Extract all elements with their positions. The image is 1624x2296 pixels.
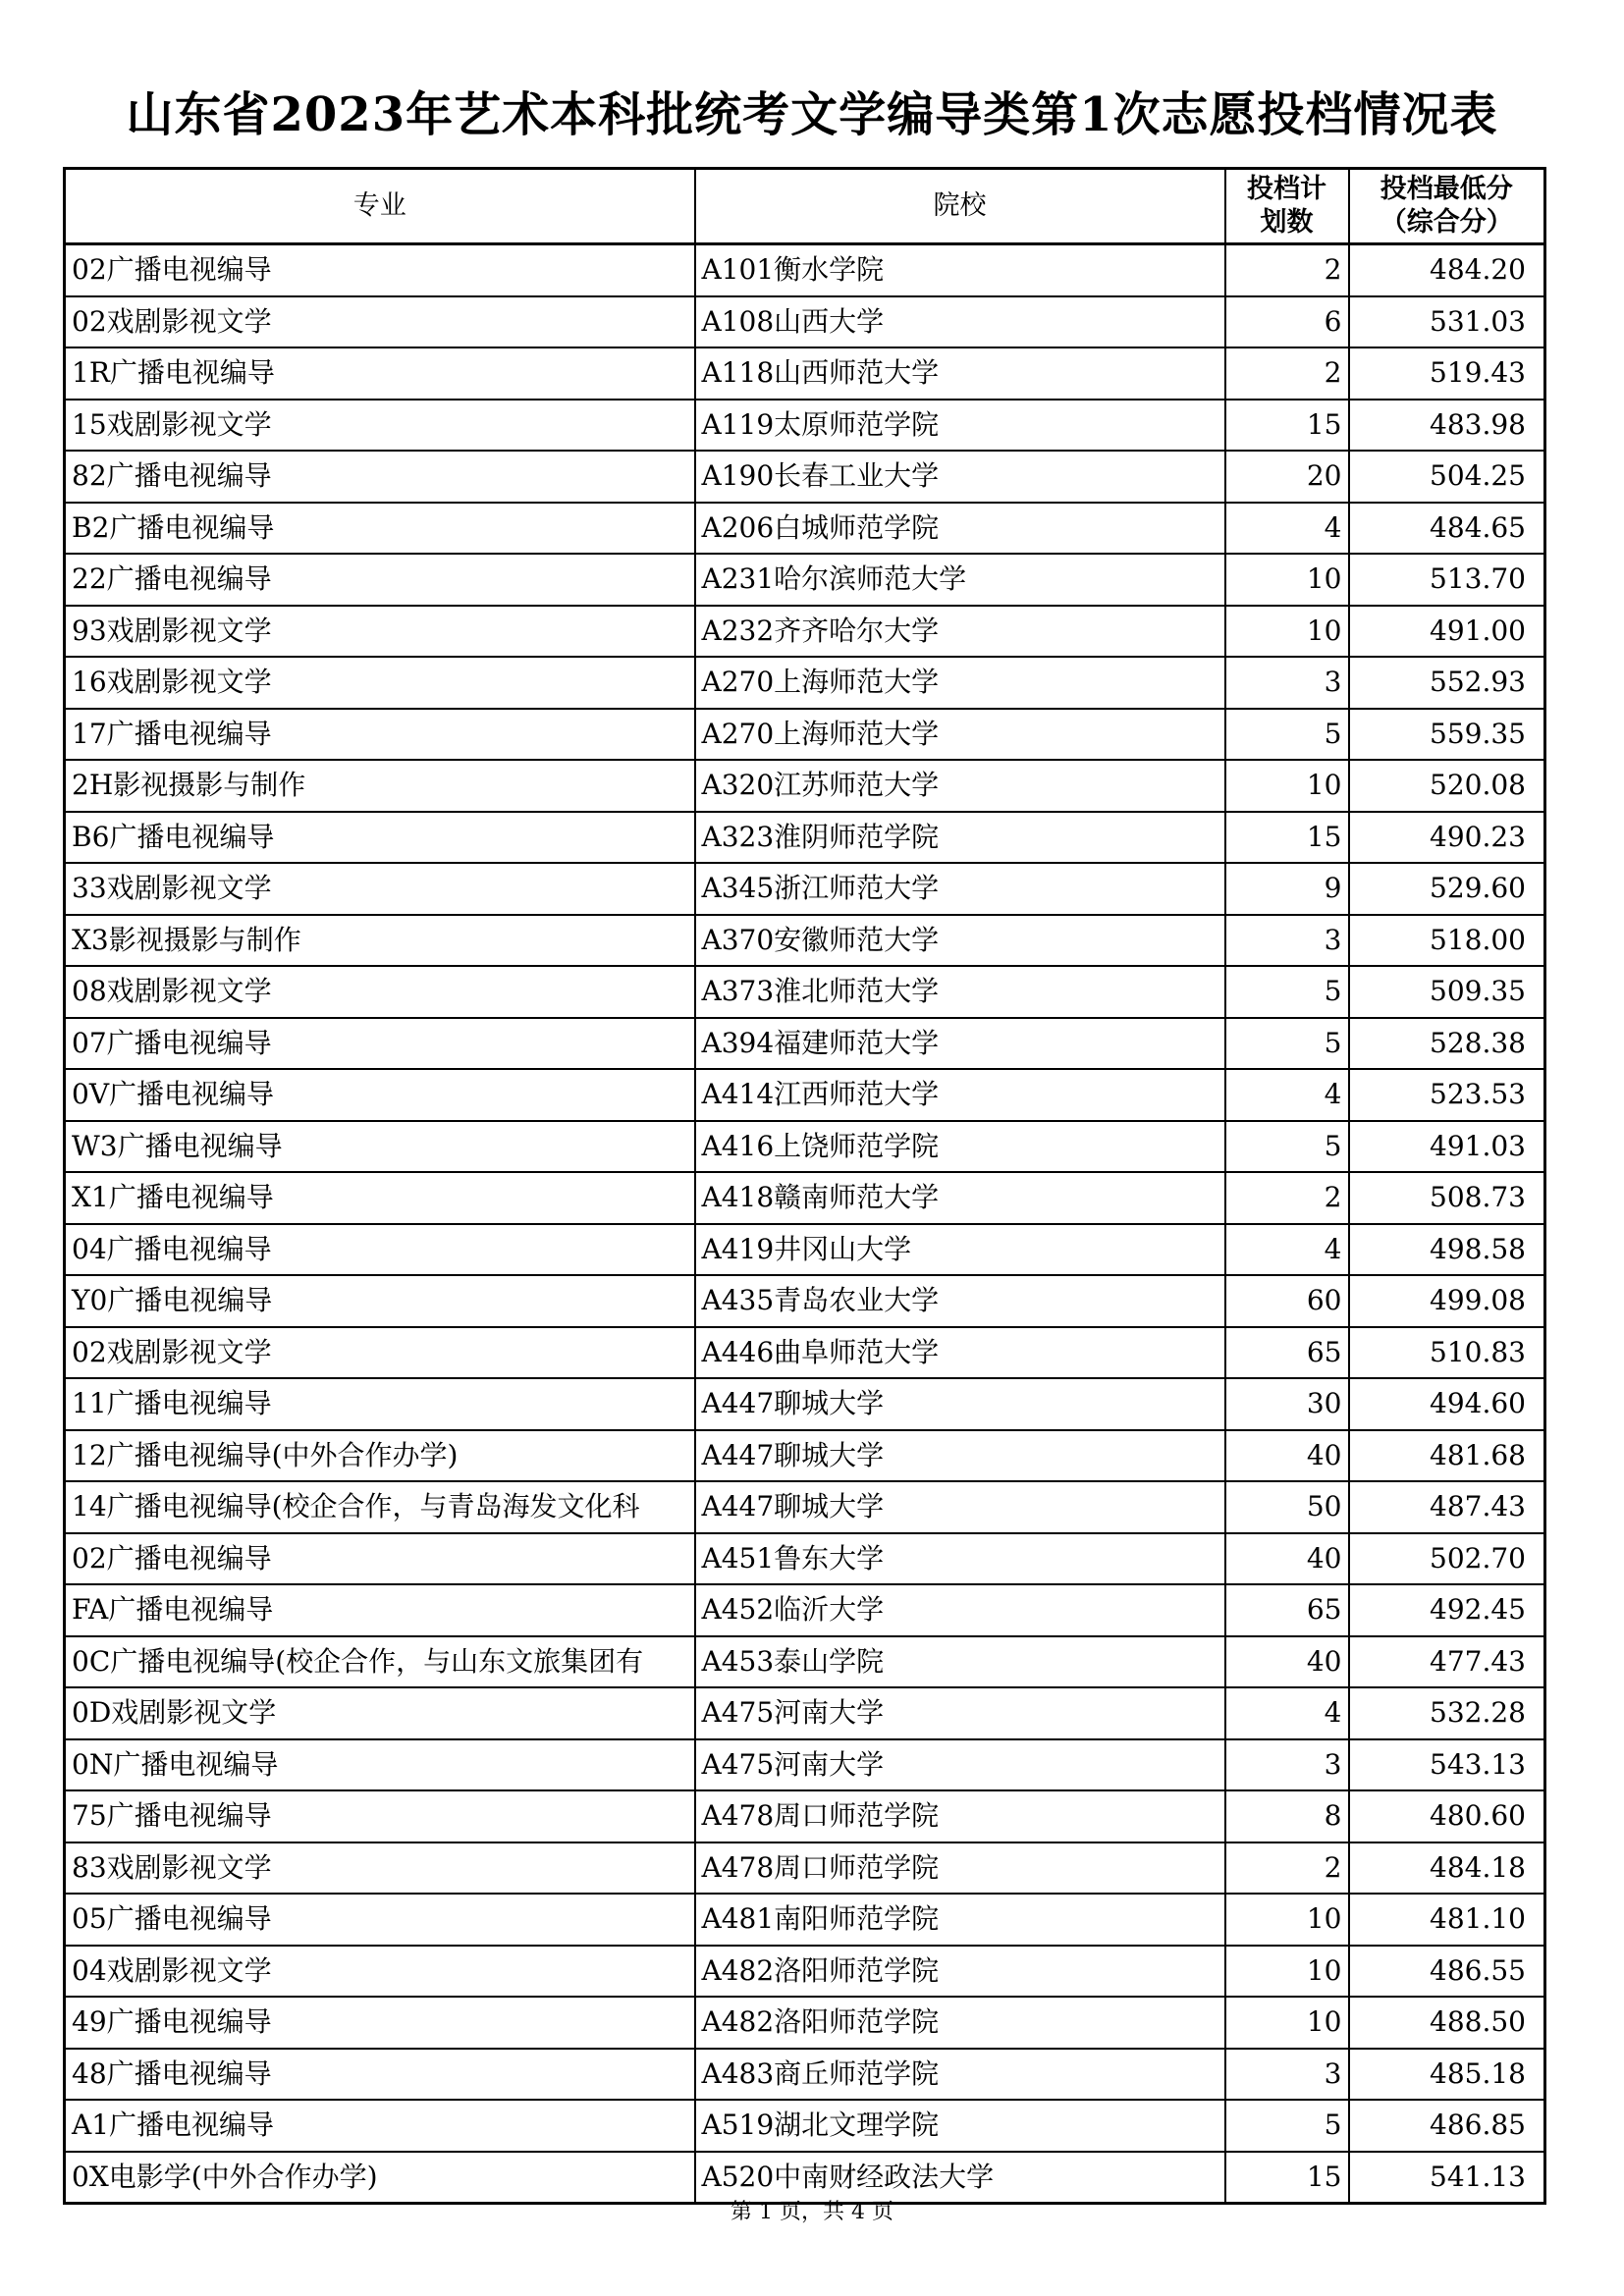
header-major: 专业: [65, 169, 695, 244]
major-cell: 82广播电视编导: [65, 451, 695, 503]
header-school: 院校: [695, 169, 1225, 244]
major-cell: Y0广播电视编导: [65, 1275, 695, 1327]
school-cell: A475河南大学: [695, 1687, 1225, 1739]
table-row: [65, 1997, 1545, 2049]
table-row: [65, 1224, 1545, 1276]
major-cell: 49广播电视编导: [65, 1997, 695, 2049]
plan-count-cell: 40: [1225, 1430, 1349, 1482]
major-cell: 04戏剧影视文学: [65, 1946, 695, 1998]
min-score-cell: 484.18: [1349, 1842, 1545, 1895]
table-row: [65, 1584, 1545, 1636]
table-header-row: [65, 169, 1545, 244]
min-score-cell: 498.58: [1349, 1224, 1545, 1276]
plan-count-cell: 40: [1225, 1636, 1349, 1688]
major-cell: B2广播电视编导: [65, 503, 695, 555]
min-score-cell: 552.93: [1349, 657, 1545, 709]
school-cell: A231哈尔滨师范大学: [695, 554, 1225, 606]
major-cell: 0X电影学(中外合作办学): [65, 2152, 695, 2204]
table-row: [65, 1739, 1545, 1791]
school-cell: A447聊城大学: [695, 1481, 1225, 1533]
min-score-cell: 523.53: [1349, 1069, 1545, 1121]
table-row: [65, 1842, 1545, 1895]
table-row: [65, 606, 1545, 658]
school-cell: A394福建师范大学: [695, 1018, 1225, 1070]
major-cell: 2H影视摄影与制作: [65, 760, 695, 812]
school-cell: A373淮北师范大学: [695, 966, 1225, 1018]
plan-count-cell: 65: [1225, 1584, 1349, 1636]
table-row: [65, 2049, 1545, 2101]
min-score-cell: 488.50: [1349, 1997, 1545, 2049]
min-score-cell: 480.60: [1349, 1790, 1545, 1842]
min-score-cell: 502.70: [1349, 1533, 1545, 1585]
school-cell: A206白城师范学院: [695, 503, 1225, 555]
school-cell: A190长春工业大学: [695, 451, 1225, 503]
min-score-cell: 494.60: [1349, 1378, 1545, 1430]
school-cell: A478周口师范学院: [695, 1790, 1225, 1842]
plan-count-cell: 15: [1225, 812, 1349, 864]
min-score-cell: 529.60: [1349, 863, 1545, 915]
plan-count-cell: 4: [1225, 1687, 1349, 1739]
min-score-cell: 487.43: [1349, 1481, 1545, 1533]
major-cell: 17广播电视编导: [65, 709, 695, 761]
school-cell: A419井冈山大学: [695, 1224, 1225, 1276]
major-cell: 11广播电视编导: [65, 1378, 695, 1430]
school-cell: A101衡水学院: [695, 244, 1225, 296]
min-score-cell: 532.28: [1349, 1687, 1545, 1739]
school-cell: A108山西大学: [695, 296, 1225, 348]
major-cell: 15戏剧影视文学: [65, 400, 695, 452]
min-score-cell: 491.03: [1349, 1121, 1545, 1173]
table-row: [65, 1430, 1545, 1482]
school-cell: A451鲁东大学: [695, 1533, 1225, 1585]
table-body: [65, 244, 1545, 2204]
plan-count-cell: 3: [1225, 2049, 1349, 2101]
school-cell: A345浙江师范大学: [695, 863, 1225, 915]
table-row: [65, 1069, 1545, 1121]
plan-count-cell: 10: [1225, 554, 1349, 606]
table-row: [65, 1946, 1545, 1998]
min-score-cell: 481.68: [1349, 1430, 1545, 1482]
school-cell: A478周口师范学院: [695, 1842, 1225, 1895]
table-row: [65, 451, 1545, 503]
school-cell: A414江西师范大学: [695, 1069, 1225, 1121]
school-cell: A232齐齐哈尔大学: [695, 606, 1225, 658]
major-cell: 02广播电视编导: [65, 244, 695, 296]
school-cell: A370安徽师范大学: [695, 915, 1225, 967]
school-cell: A119太原师范学院: [695, 400, 1225, 452]
table-row: [65, 1533, 1545, 1585]
page-footer: 第 1 页，共 4 页: [731, 2200, 893, 2224]
plan-count-cell: 10: [1225, 1946, 1349, 1998]
major-cell: FA广播电视编导: [65, 1584, 695, 1636]
school-cell: A519湖北文理学院: [695, 2100, 1225, 2152]
major-cell: X1广播电视编导: [65, 1172, 695, 1224]
plan-count-cell: 3: [1225, 915, 1349, 967]
plan-count-cell: 4: [1225, 1224, 1349, 1276]
table-row: [65, 966, 1545, 1018]
major-cell: W3广播电视编导: [65, 1121, 695, 1173]
plan-count-cell: 3: [1225, 657, 1349, 709]
min-score-cell: 518.00: [1349, 915, 1545, 967]
major-cell: 0N广播电视编导: [65, 1739, 695, 1791]
school-cell: A482洛阳师范学院: [695, 1946, 1225, 1998]
min-score-cell: 486.85: [1349, 2100, 1545, 2152]
plan-count-cell: 10: [1225, 1894, 1349, 1946]
min-score-cell: 520.08: [1349, 760, 1545, 812]
major-cell: 16戏剧影视文学: [65, 657, 695, 709]
plan-count-cell: 60: [1225, 1275, 1349, 1327]
school-cell: A482洛阳师范学院: [695, 1997, 1225, 2049]
school-cell: A416上饶师范学院: [695, 1121, 1225, 1173]
school-cell: A453泰山学院: [695, 1636, 1225, 1688]
major-cell: 48广播电视编导: [65, 2049, 695, 2101]
table-row: [65, 244, 1545, 296]
plan-count-cell: 5: [1225, 1018, 1349, 1070]
major-cell: 1R广播电视编导: [65, 347, 695, 400]
table-row: [65, 915, 1545, 967]
major-cell: 04广播电视编导: [65, 1224, 695, 1276]
table-row: [65, 1894, 1545, 1946]
plan-count-cell: 6: [1225, 296, 1349, 348]
header-score-line1: 投档最低分: [1380, 174, 1513, 204]
major-cell: 0V广播电视编导: [65, 1069, 695, 1121]
school-cell: A118山西师范大学: [695, 347, 1225, 400]
min-score-cell: 510.83: [1349, 1327, 1545, 1379]
major-cell: 75广播电视编导: [65, 1790, 695, 1842]
table-row: [65, 2100, 1545, 2152]
table-row: [65, 657, 1545, 709]
major-cell: 93戏剧影视文学: [65, 606, 695, 658]
plan-count-cell: 4: [1225, 503, 1349, 555]
page-title: 山东省2023年艺术本科批统考文学编导类第1次志愿投档情况表: [126, 87, 1498, 142]
min-score-cell: 483.98: [1349, 400, 1545, 452]
plan-count-cell: 10: [1225, 1997, 1349, 2049]
plan-count-cell: 15: [1225, 400, 1349, 452]
plan-count-cell: 5: [1225, 1121, 1349, 1173]
table-row: [65, 863, 1545, 915]
major-cell: 12广播电视编导(中外合作办学): [65, 1430, 695, 1482]
header-plan: [1225, 169, 1349, 244]
plan-count-cell: 30: [1225, 1378, 1349, 1430]
plan-count-cell: 40: [1225, 1533, 1349, 1585]
min-score-cell: 492.45: [1349, 1584, 1545, 1636]
school-cell: A475河南大学: [695, 1739, 1225, 1791]
major-cell: X3影视摄影与制作: [65, 915, 695, 967]
school-cell: A435青岛农业大学: [695, 1275, 1225, 1327]
plan-count-cell: 2: [1225, 1842, 1349, 1895]
plan-count-cell: 50: [1225, 1481, 1349, 1533]
school-cell: A270上海师范大学: [695, 709, 1225, 761]
major-cell: 02戏剧影视文学: [65, 296, 695, 348]
table-row: [65, 1378, 1545, 1430]
table-row: [65, 1121, 1545, 1173]
min-score-cell: 508.73: [1349, 1172, 1545, 1224]
school-cell: A520中南财经政法大学: [695, 2152, 1225, 2204]
major-cell: 05广播电视编导: [65, 1894, 695, 1946]
school-cell: A452临沂大学: [695, 1584, 1225, 1636]
plan-count-cell: 5: [1225, 966, 1349, 1018]
table-row: [65, 760, 1545, 812]
table-row: [65, 400, 1545, 452]
min-score-cell: 484.20: [1349, 244, 1545, 296]
plan-count-cell: 4: [1225, 1069, 1349, 1121]
school-cell: A483商丘师范学院: [695, 2049, 1225, 2101]
school-cell: A320江苏师范大学: [695, 760, 1225, 812]
plan-count-cell: 65: [1225, 1327, 1349, 1379]
table-row: [65, 1172, 1545, 1224]
major-cell: 83戏剧影视文学: [65, 1842, 695, 1895]
school-cell: A447聊城大学: [695, 1430, 1225, 1482]
major-cell: 08戏剧影视文学: [65, 966, 695, 1018]
min-score-cell: 504.25: [1349, 451, 1545, 503]
header-plan-line2: 划数: [1260, 207, 1314, 238]
major-cell: B6广播电视编导: [65, 812, 695, 864]
major-cell: 14广播电视编导(校企合作，与青岛海发文化科: [65, 1481, 695, 1533]
major-cell: 33戏剧影视文学: [65, 863, 695, 915]
min-score-cell: 499.08: [1349, 1275, 1545, 1327]
table-row: [65, 812, 1545, 864]
plan-count-cell: 15: [1225, 2152, 1349, 2204]
table-row: [65, 296, 1545, 348]
major-cell: 02广播电视编导: [65, 1533, 695, 1585]
admission-table: [63, 167, 1546, 2205]
plan-count-cell: 20: [1225, 451, 1349, 503]
min-score-cell: 477.43: [1349, 1636, 1545, 1688]
min-score-cell: 509.35: [1349, 966, 1545, 1018]
table-row: [65, 1275, 1545, 1327]
min-score-cell: 559.35: [1349, 709, 1545, 761]
major-cell: 02戏剧影视文学: [65, 1327, 695, 1379]
header-score: [1349, 169, 1545, 244]
plan-count-cell: 2: [1225, 347, 1349, 400]
table-row: [65, 347, 1545, 400]
table-row: [65, 1018, 1545, 1070]
header-score-line2: （综合分）: [1380, 207, 1513, 238]
plan-count-cell: 2: [1225, 244, 1349, 296]
table-row: [65, 1636, 1545, 1688]
school-cell: A418赣南师范大学: [695, 1172, 1225, 1224]
min-score-cell: 528.38: [1349, 1018, 1545, 1070]
min-score-cell: 490.23: [1349, 812, 1545, 864]
plan-count-cell: 5: [1225, 709, 1349, 761]
min-score-cell: 484.65: [1349, 503, 1545, 555]
plan-count-cell: 10: [1225, 606, 1349, 658]
table-row: [65, 709, 1545, 761]
table-row: [65, 1327, 1545, 1379]
table-row: [65, 1481, 1545, 1533]
plan-count-cell: 2: [1225, 1172, 1349, 1224]
table-row: [65, 554, 1545, 606]
min-score-cell: 513.70: [1349, 554, 1545, 606]
school-cell: A323淮阴师范学院: [695, 812, 1225, 864]
major-cell: A1广播电视编导: [65, 2100, 695, 2152]
major-cell: 0D戏剧影视文学: [65, 1687, 695, 1739]
major-cell: 07广播电视编导: [65, 1018, 695, 1070]
plan-count-cell: 9: [1225, 863, 1349, 915]
plan-count-cell: 8: [1225, 1790, 1349, 1842]
plan-count-cell: 10: [1225, 760, 1349, 812]
min-score-cell: 531.03: [1349, 296, 1545, 348]
major-cell: 0C广播电视编导(校企合作，与山东文旅集团有: [65, 1636, 695, 1688]
school-cell: A270上海师范大学: [695, 657, 1225, 709]
table-row: [65, 1790, 1545, 1842]
min-score-cell: 481.10: [1349, 1894, 1545, 1946]
min-score-cell: 519.43: [1349, 347, 1545, 400]
school-cell: A481南阳师范学院: [695, 1894, 1225, 1946]
school-cell: A447聊城大学: [695, 1378, 1225, 1430]
school-cell: A446曲阜师范大学: [695, 1327, 1225, 1379]
plan-count-cell: 5: [1225, 2100, 1349, 2152]
plan-count-cell: 3: [1225, 1739, 1349, 1791]
header-plan-line1: 投档计: [1247, 174, 1326, 204]
major-cell: 22广播电视编导: [65, 554, 695, 606]
min-score-cell: 486.55: [1349, 1946, 1545, 1998]
min-score-cell: 485.18: [1349, 2049, 1545, 2101]
table-row: [65, 503, 1545, 555]
min-score-cell: 543.13: [1349, 1739, 1545, 1791]
table-row: [65, 1687, 1545, 1739]
min-score-cell: 491.00: [1349, 606, 1545, 658]
min-score-cell: 541.13: [1349, 2152, 1545, 2204]
